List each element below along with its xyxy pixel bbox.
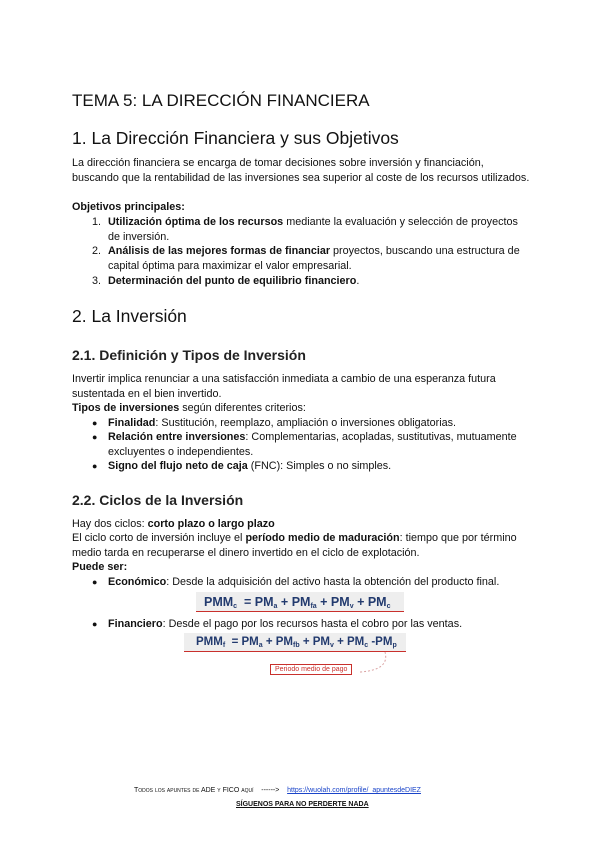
- objective-1: [108, 215, 528, 244]
- bullet-icon: ●: [92, 432, 98, 442]
- economic-text: : Desde la adquisición del activo hasta la obtención del producto final.: [166, 576, 500, 588]
- objectives-colon: :: [181, 201, 185, 213]
- bullet-icon: ●: [92, 418, 98, 428]
- investment-types-bold: Tipos de inversiones: [72, 402, 180, 414]
- bullet-icon: ●: [92, 619, 98, 629]
- economic-bold: Económico: [108, 576, 167, 588]
- type-item-3-text: (FNC): Simples o no simples.: [247, 460, 392, 472]
- pmm-economic-formula: $PMM_c = PM_a + PM_{fa} + PM_v + PM_c$: [196, 592, 404, 612]
- section-1-heading: 1. La Dirección Financiera y sus Objetivos: [72, 128, 399, 148]
- objective-2-number: 2.: [92, 245, 102, 257]
- cycles-bold: corto plazo o largo plazo: [147, 518, 275, 530]
- cycles-text: Hay dos ciclos:: [72, 518, 148, 530]
- section-2-heading: 2. La Inversión: [72, 306, 187, 326]
- maturation-paragraph: [72, 531, 532, 560]
- can-be-label: Puede ser:: [72, 561, 128, 573]
- economic-item: [108, 575, 538, 590]
- objective-2: [108, 244, 528, 273]
- investment-types-text: según diferentes criterios:: [179, 402, 306, 414]
- type-item-1: [108, 416, 528, 431]
- footer-follow: SÍGUENOS PARA NO PERDERTE NADA: [236, 801, 369, 808]
- objective-2-text: proyectos, buscando una estructura de capital óptima para maximizar el valor empresarial.: [108, 245, 520, 272]
- subsection-2-1-intro: Invertir implica renunciar a una satisfacción inmediata a cambio de una esperanza futura sustentada en el bien invertido.: [72, 373, 496, 400]
- financial-text: : Desde el pago por los recursos hasta el cobro por las ventas.: [162, 618, 463, 630]
- type-item-1-bold: Finalidad: [108, 417, 156, 429]
- objective-2-bold: Análisis de las mejores formas de financiar: [108, 245, 331, 257]
- objectives-label-line: [72, 200, 532, 215]
- type-item-2-bold: Relación entre inversiones: [108, 431, 246, 443]
- maturation-text: El ciclo corto de inversión incluye el: [72, 532, 246, 544]
- maturation-bold: período medio de maduración: [245, 532, 400, 544]
- section-1-intro: La dirección financiera se encarga de tomar decisiones sobre inversión y financiación, buscando que la rentabilidad de las inversiones sea superior al coste de los recursos utilizados.: [72, 157, 530, 184]
- financial-item: [108, 617, 538, 632]
- footer-line: [134, 787, 421, 794]
- subsection-2-2-heading: 2.2. Ciclos de la Inversión: [72, 492, 244, 508]
- type-item-3-bold: Signo del flujo neto de caja: [108, 460, 248, 472]
- objectives-label: Objetivos principales: [72, 201, 182, 213]
- footer-link[interactable]: https://wuolah.com/profile/_apuntesdeDIEZ: [287, 787, 421, 794]
- type-item-1-text: : Sustitución, reemplazo, ampliación o inversiones obligatorias.: [155, 417, 457, 429]
- type-item-3: [108, 459, 528, 474]
- objective-3-bold: Determinación del punto de equilibrio financiero: [108, 275, 357, 287]
- financial-bold: Financiero: [108, 618, 163, 630]
- subsection-2-1-heading: 2.1. Definición y Tipos de Inversión: [72, 347, 306, 363]
- objective-1-text: mediante la evaluación y selección de proyectos de inversión.: [108, 216, 518, 243]
- page-title: TEMA 5: LA DIRECCIÓN FINANCIERA: [72, 91, 370, 110]
- type-item-2-text: : Complementarias, acopladas, sustitutivas, mutuamente excluyentes o independientes.: [108, 431, 517, 458]
- cycles-line: [72, 517, 532, 532]
- objective-1-bold: Utilización óptima de los recursos: [108, 216, 284, 228]
- type-item-2: [108, 430, 528, 459]
- objective-3-text: .: [356, 275, 360, 287]
- bullet-icon: ●: [92, 577, 98, 587]
- footer-lead: Todos los apuntes de ADE y FICO aquí: [134, 787, 254, 794]
- objective-3: [108, 274, 528, 289]
- objective-3-number: 3.: [92, 275, 102, 287]
- payment-period-annotation: Periodo medio de pago: [270, 664, 352, 675]
- investment-types-line: [72, 401, 532, 416]
- footer-arrow: ------>: [261, 787, 280, 794]
- bullet-icon: ●: [92, 461, 98, 471]
- objective-1-number: 1.: [92, 216, 102, 228]
- maturation-rest: : tiempo que por término medio tarda en recuperarse el dinero invertido en el ciclo de explotación.: [72, 532, 517, 559]
- pmm-financial-formula: $PMM_f = PM_a + PM_{fb} + PM_v + PM_c$ $-PM_p$: [184, 633, 406, 652]
